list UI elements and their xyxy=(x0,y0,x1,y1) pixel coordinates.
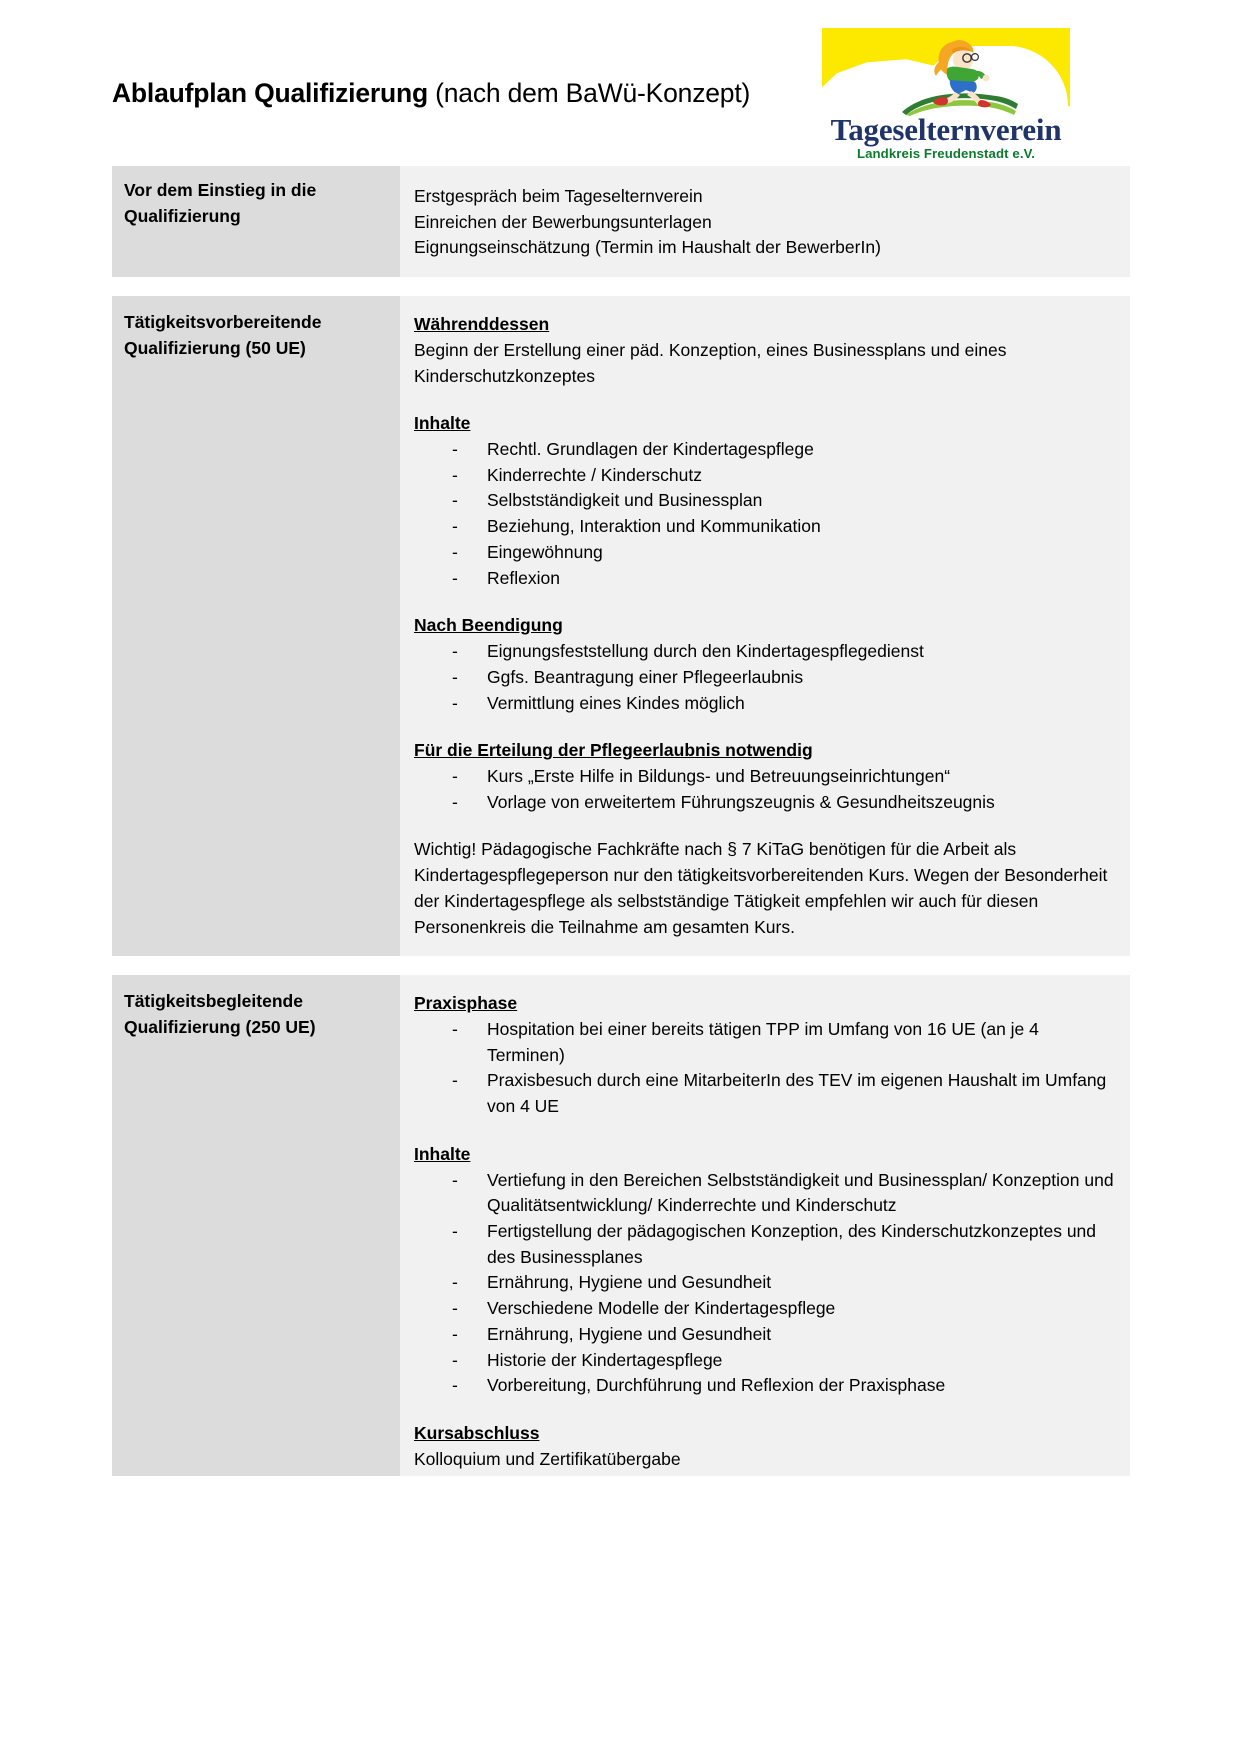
list-item-label: Selbstständigkeit und Businessplan xyxy=(487,490,763,511)
dash-bullet-icon: - xyxy=(452,516,458,537)
dash-bullet-icon: - xyxy=(452,1375,458,1396)
section-heading-inhalte: Inhalte xyxy=(414,413,471,434)
section-heading-kursabschluss: Kursabschluss xyxy=(414,1423,540,1444)
list-item-label: Vorlage von erweitertem Führungszeugnis & Gesundheitszeugnis xyxy=(487,791,995,812)
dash-bullet-icon: - xyxy=(452,1349,458,1370)
important-note-paragraph: Wichtig! Pädagogische Fachkräfte nach § 7 KiTaG benötigen für die Arbeit als Kindertagespflegeperson nur den tätigkeitsvorbereitenden Kurs. Wegen der Besonderheit der Kindertagespflege als selbstständige Tätigkeit empfehlen wir auch für diesen Personenkreis die Teilnahme am gesamten Kurs. xyxy=(414,839,1108,937)
dash-bullet-icon: - xyxy=(452,1169,458,1190)
dash-bullet-icon: - xyxy=(452,439,458,460)
list-item-label: Beziehung, Interaktion und Kommunikation xyxy=(487,516,821,537)
spacer xyxy=(414,716,1116,738)
row-body-pre-entry xyxy=(400,166,1130,277)
spacer xyxy=(414,1399,1116,1421)
list-item xyxy=(414,1270,1116,1296)
list-item xyxy=(414,488,1116,514)
list-item-label: Ggfs. Beantragung einer Pflegeerlaubnis xyxy=(487,666,804,687)
dash-bullet-icon: - xyxy=(452,641,458,662)
list-item xyxy=(414,463,1116,489)
row-body-accompanying-qualification xyxy=(400,975,1130,1476)
spacer xyxy=(414,591,1116,613)
list-item-label: Praxisbesuch durch eine MitarbeiterIn des TEV im eigenen Haushalt im Umfang von 4 UE xyxy=(487,1070,1107,1117)
list-item-label: Rechtl. Grundlagen der Kindertagespflege xyxy=(487,439,814,460)
list-item xyxy=(414,764,1116,790)
dash-bullet-icon: - xyxy=(452,765,458,786)
list-item-label: Fertigstellung der pädagogischen Konzeption, des Kinderschutzkonzeptes und des Businessplanes xyxy=(487,1221,1097,1267)
list-item xyxy=(414,1219,1116,1270)
section-heading-inhalte-2: Inhalte xyxy=(414,1143,471,1164)
section-heading-nach-beendigung: Nach Beendigung xyxy=(414,615,563,636)
list-item-label: Historie der Kindertagespflege xyxy=(487,1349,723,1370)
qualification-plan-table xyxy=(112,166,1130,1476)
list-item xyxy=(414,1017,1116,1068)
table-row xyxy=(112,296,1130,956)
dash-bullet-icon: - xyxy=(452,1070,458,1091)
list-item-label: Reflexion xyxy=(487,567,560,588)
list-item-label: Vorbereitung, Durchführung und Reflexion der Praxisphase xyxy=(487,1375,946,1396)
page-title-regular: (nach dem BaWü-Konzept) xyxy=(427,78,751,108)
list-nach-beendigung xyxy=(414,639,1116,716)
dash-bullet-icon: - xyxy=(452,464,458,485)
page-title-bold: Ablaufplan Qualifizierung xyxy=(112,78,428,108)
list-item xyxy=(414,665,1116,691)
list-item xyxy=(414,437,1116,463)
spacer xyxy=(414,389,1116,411)
list-item-label: Hospitation bei einer bereits tätigen TPP im Umfang von 16 UE (an je 4 Terminen) xyxy=(487,1018,1039,1065)
list-item-label: Kinderrechte / Kinderschutz xyxy=(487,464,702,485)
table-row xyxy=(112,166,1130,277)
dash-bullet-icon: - xyxy=(452,1272,458,1293)
row-body-preparatory-qualification xyxy=(400,296,1130,956)
list-item xyxy=(414,1348,1116,1374)
row-header-preparatory-qualification: Tätigkeitsvorbereitende Qualifizierung (50 UE) xyxy=(112,296,400,956)
list-item-label: Vertiefung in den Bereichen Selbstständigkeit und Businessplan/ Konzeption und Qualitätsentwicklung/ Kinderrechte und Kinderschutz xyxy=(487,1169,1114,1216)
list-pflegeerlaubnis xyxy=(414,764,1116,815)
list-item xyxy=(414,1322,1116,1348)
row-header-accompanying-qualification: Tätigkeitsbegleitende Qualifizierung (250 UE) xyxy=(112,975,400,1476)
list-item-label: Eingewöhnung xyxy=(487,541,603,562)
dash-bullet-icon: - xyxy=(452,1323,458,1344)
list-item-label: Vermittlung eines Kindes möglich xyxy=(487,692,745,713)
logo-org-subtitle: Landkreis Freudenstadt e.V. xyxy=(856,146,1036,161)
row-header-pre-entry: Vor dem Einstieg in die Qualifizierung xyxy=(112,166,400,277)
document-header xyxy=(0,0,1240,161)
dash-bullet-icon: - xyxy=(452,1221,458,1241)
list-item-label: Eignungsfeststellung durch den Kindertagespflegedienst xyxy=(487,641,924,662)
dash-bullet-icon: - xyxy=(452,490,458,511)
list-item xyxy=(414,639,1116,665)
section-heading-praxisphase: Praxisphase xyxy=(414,993,518,1014)
list-item xyxy=(414,514,1116,540)
list-item-label: Ernährung, Hygiene und Gesundheit xyxy=(487,1272,772,1293)
list-item xyxy=(414,1168,1116,1219)
list-item-label: Verschiedene Modelle der Kindertagespflege xyxy=(487,1298,836,1319)
list-inhalte xyxy=(414,437,1116,591)
dash-bullet-icon: - xyxy=(452,666,458,687)
spacer xyxy=(414,1120,1116,1142)
section-paragraph-kursabschluss: Kolloquium und Zertifikatübergabe xyxy=(414,1448,681,1469)
dash-bullet-icon: - xyxy=(452,1018,458,1039)
section-heading-waehrenddessen: Währenddessen xyxy=(414,314,550,335)
running-child-icon xyxy=(922,36,998,110)
list-item xyxy=(414,1373,1116,1399)
list-item-label: Ernährung, Hygiene und Gesundheit xyxy=(487,1323,772,1344)
text-line: Eignungseinschätzung (Termin im Haushalt der BewerberIn) xyxy=(414,237,881,258)
page-title xyxy=(112,78,750,109)
organization-logo xyxy=(822,28,1070,161)
list-praxisphase xyxy=(414,1017,1116,1120)
list-item xyxy=(414,1296,1116,1322)
dash-bullet-icon: - xyxy=(452,567,458,588)
section-heading-pflegeerlaubnis: Für die Erteilung der Pflegeerlaubnis notwendig xyxy=(414,740,813,761)
dash-bullet-icon: - xyxy=(452,541,458,562)
section-paragraph-waehrenddessen: Beginn der Erstellung einer päd. Konzeption, eines Businessplans und eines Kinderschutzkonzeptes xyxy=(414,339,1007,386)
list-item xyxy=(414,1068,1116,1119)
spacer xyxy=(414,815,1116,837)
dash-bullet-icon: - xyxy=(452,692,458,713)
list-item xyxy=(414,691,1116,717)
list-item xyxy=(414,790,1116,816)
list-item-label: Kurs „Erste Hilfe in Bildungs- und Betreuungseinrichtungen“ xyxy=(487,765,951,786)
text-line: Erstgespräch beim Tageselternverein xyxy=(414,186,703,206)
dash-bullet-icon: - xyxy=(452,1298,458,1319)
logo-org-name: Tageselternverein xyxy=(830,112,1062,147)
text-line: Einreichen der Bewerbungsunterlagen xyxy=(414,211,712,232)
list-inhalte-2 xyxy=(414,1168,1116,1399)
table-row xyxy=(112,975,1130,1476)
dash-bullet-icon: - xyxy=(452,791,458,812)
list-item xyxy=(414,566,1116,592)
list-item xyxy=(414,540,1116,566)
